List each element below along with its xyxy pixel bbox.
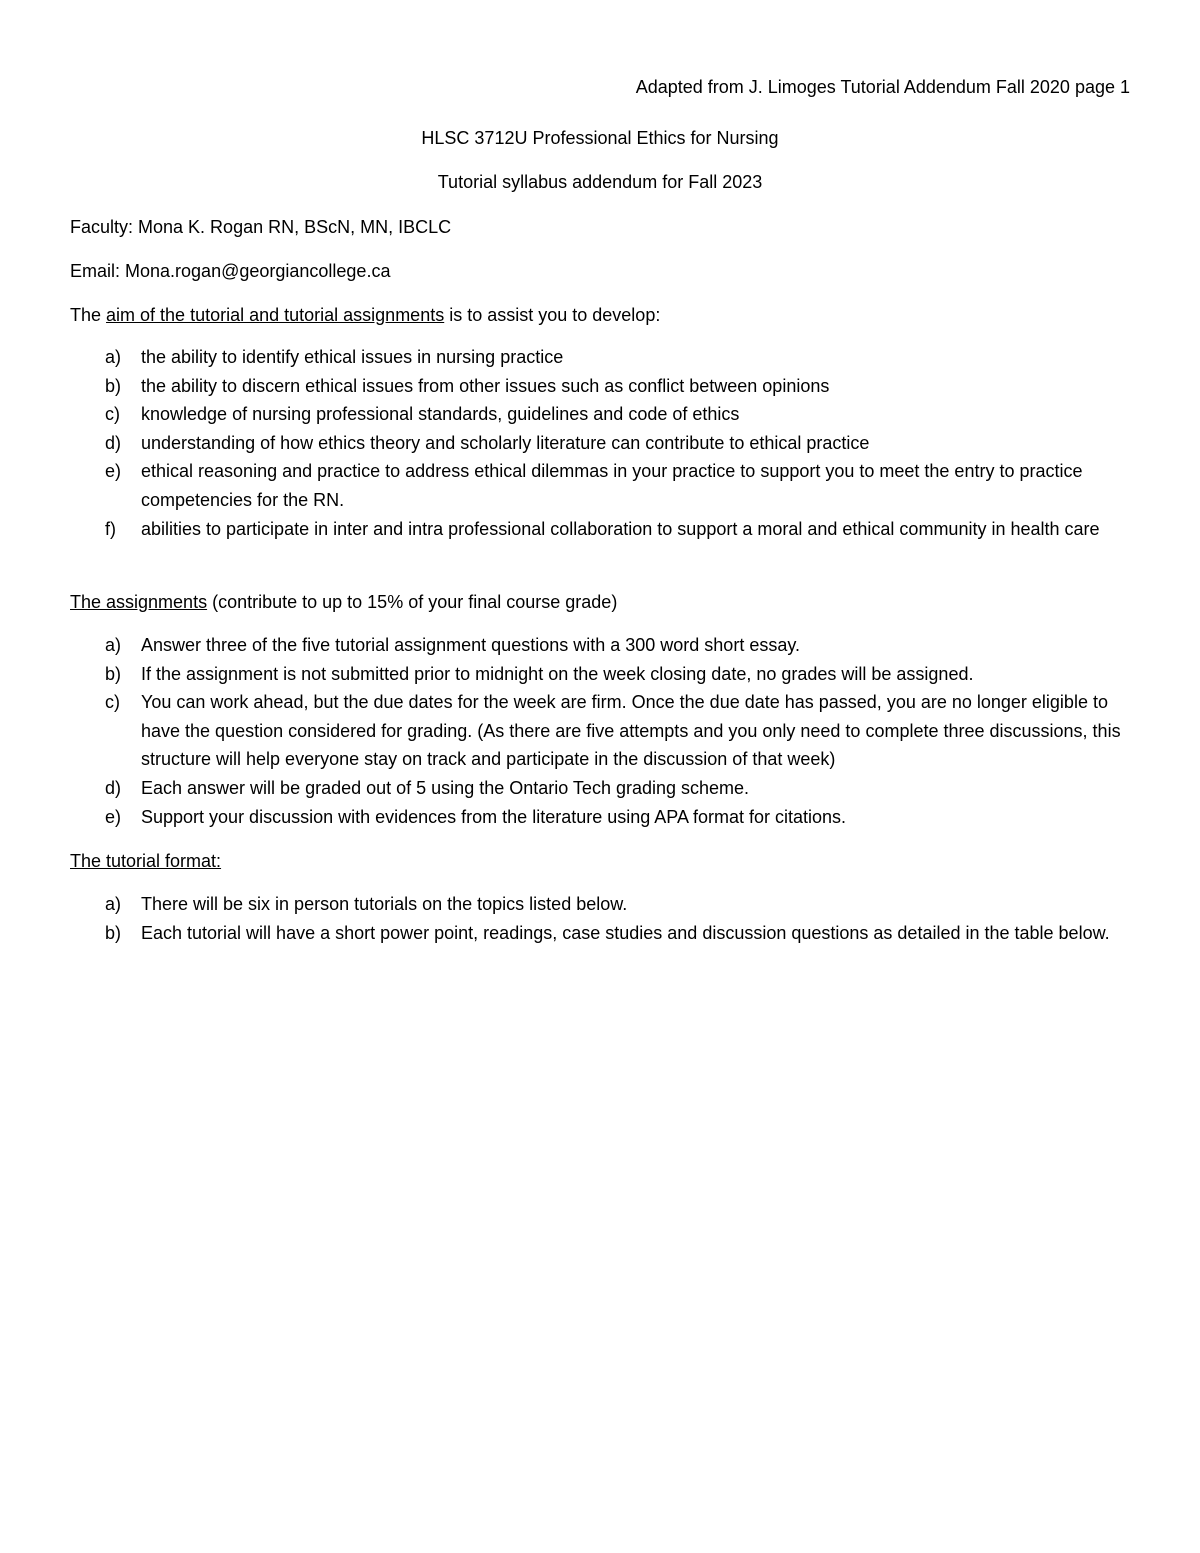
list-item-text: If the assignment is not submitted prior to midnight on the week closing date, no grades will be assigned. bbox=[141, 663, 974, 684]
list-item bbox=[70, 343, 1130, 372]
assignments-suffix: (contribute to up to 15% of your final course grade) bbox=[207, 592, 618, 612]
list-item-text: ethical reasoning and practice to address ethical dilemmas in your practice to support you to meet the entry to practice competencies for the RN. bbox=[141, 461, 1083, 510]
list-item-text: understanding of how ethics theory and scholarly literature can contribute to ethical practice bbox=[141, 432, 870, 453]
list-item-text: the ability to identify ethical issues in nursing practice bbox=[141, 347, 564, 367]
list-item bbox=[70, 400, 1130, 429]
list-item bbox=[70, 457, 1130, 514]
assignments-underlined-text: The assignments bbox=[70, 592, 208, 612]
list-item-text: Answer three of the five tutorial assignment questions with a 300 word short essay. bbox=[141, 635, 801, 655]
list-item bbox=[70, 372, 1130, 401]
list-item bbox=[70, 429, 1130, 458]
list-marker: b) bbox=[105, 375, 122, 396]
list-marker: d) bbox=[105, 777, 122, 798]
aim-heading bbox=[70, 302, 1130, 328]
list-marker: e) bbox=[105, 461, 122, 482]
list-marker: f) bbox=[105, 518, 116, 539]
list-marker: a) bbox=[105, 894, 122, 914]
list-item-text: There will be six in person tutorials on the topics listed below. bbox=[141, 894, 628, 914]
faculty-line: Faculty: Mona K. Rogan RN, BScN, MN, IBCLC bbox=[70, 217, 452, 237]
list-marker: d) bbox=[105, 432, 122, 453]
list-item bbox=[70, 774, 1130, 803]
list-item-text: knowledge of nursing professional standards, guidelines and code of ethics bbox=[141, 404, 740, 425]
list-marker: b) bbox=[105, 663, 122, 684]
list-item bbox=[70, 660, 1130, 689]
list-item-text: abilities to participate in inter and intra professional collaboration to support a moral and ethical community in health care bbox=[141, 518, 1100, 539]
list-item-text: You can work ahead, but the due dates for the week are firm. Once the due date has passed, you are no longer eligible to have the question considered for grading. (As there are five attempts and you only need to complete three discussions, this structure will help everyone stay on track and participate in the discussion of that week) bbox=[141, 692, 1121, 770]
list-item bbox=[70, 631, 1130, 660]
list-marker: c) bbox=[105, 692, 120, 713]
list-item bbox=[70, 803, 1130, 832]
assignments-list bbox=[70, 631, 1130, 831]
list-item bbox=[70, 688, 1130, 774]
document-subtitle: Tutorial syllabus addendum for Fall 2023 bbox=[437, 172, 763, 192]
list-item bbox=[70, 515, 1130, 544]
email-line: Email: Mona.rogan@georgiancollege.ca bbox=[70, 261, 391, 281]
aim-list bbox=[70, 343, 1130, 543]
list-item bbox=[70, 890, 1130, 919]
list-marker: a) bbox=[105, 635, 122, 655]
aim-suffix: is to assist you to develop: bbox=[444, 305, 661, 325]
assignments-heading bbox=[70, 589, 1130, 615]
list-item-text: the ability to discern ethical issues from other issues such as conflict between opinions bbox=[141, 375, 830, 396]
list-marker: c) bbox=[105, 404, 120, 425]
course-title: HLSC 3712U Professional Ethics for Nursing bbox=[421, 128, 779, 148]
page-header: Adapted from J. Limoges Tutorial Addendum Fall 2020 page 1 bbox=[635, 77, 1130, 97]
aim-prefix: The bbox=[70, 305, 107, 325]
list-marker: e) bbox=[105, 806, 122, 827]
format-list bbox=[70, 890, 1130, 947]
aim-underlined-text: aim of the tutorial and tutorial assignments bbox=[106, 305, 445, 325]
list-item-text: Each tutorial will have a short power point, readings, case studies and discussion questions as detailed in the table below. bbox=[141, 922, 1110, 943]
list-item-text: Each answer will be graded out of 5 using the Ontario Tech grading scheme. bbox=[141, 777, 750, 798]
list-item bbox=[70, 919, 1130, 948]
list-marker: a) bbox=[105, 347, 122, 367]
list-marker: b) bbox=[105, 922, 122, 943]
list-item-text: Support your discussion with evidences from the literature using APA format for citations. bbox=[141, 806, 847, 827]
format-underlined-text: The tutorial format: bbox=[70, 851, 222, 871]
format-heading bbox=[70, 848, 1130, 874]
